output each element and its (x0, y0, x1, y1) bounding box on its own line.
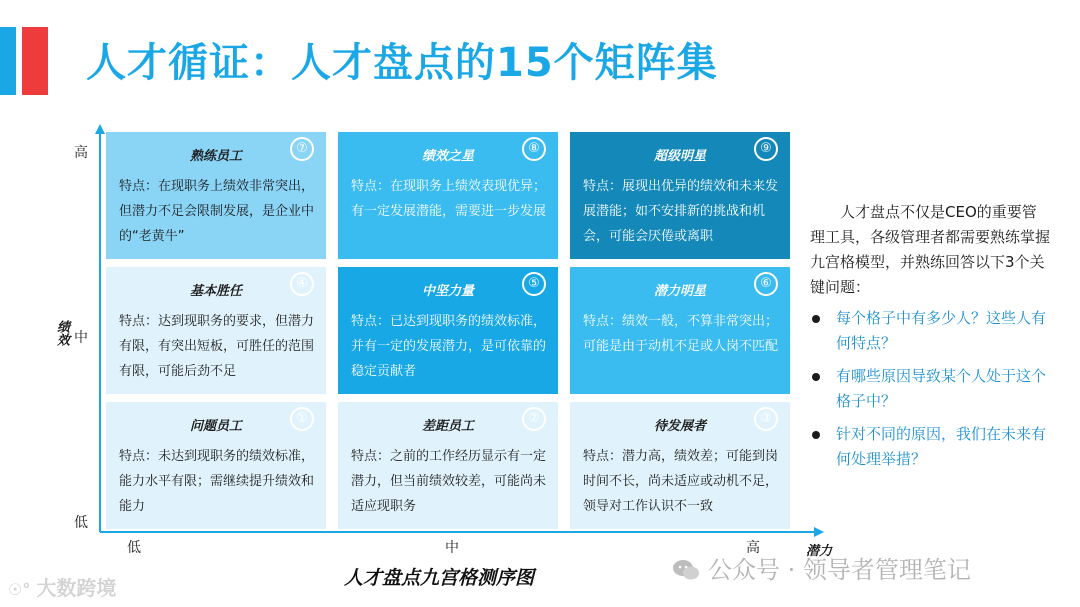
question-text: 每个格子中有多少人？这些人有何特点？ (836, 309, 1047, 352)
y-tick-high: 高 (74, 145, 88, 161)
grid-cell-3 (570, 402, 790, 529)
x-tick-high: 高 (746, 540, 760, 556)
y-axis-label: 绩效 (54, 320, 69, 346)
bullet-icon (812, 315, 820, 323)
question-item (810, 422, 1050, 472)
grid-cell-4 (106, 267, 326, 394)
cell-title: 超级明星 (653, 149, 706, 164)
question-item (810, 306, 1050, 356)
cell-number: ⑨ (754, 137, 778, 161)
cell-title: 问题员工 (189, 419, 242, 434)
y-tick-mid: 中 (74, 330, 88, 346)
cell-title: 绩效之星 (421, 149, 474, 164)
grid-cell-9 (570, 132, 790, 259)
cell-description: 特点：达到现职务的要求，但潜力有限，有突出短板，可胜任的范围有限，可能后劲不足 (119, 314, 315, 379)
cell-description: 特点：绩效一般，不算非常突出；可能是由于动机不足或人岗不匹配 (583, 314, 779, 354)
title-accent-bar-blue (0, 27, 16, 95)
cell-description: 特点：潜力高，绩效差；可能到岗时间不长，尚未适应或动机不足，领导对工作认识不一致 (583, 449, 779, 514)
wechat-icon (672, 559, 700, 581)
brand-logo-icon: ☉° (8, 580, 31, 599)
wechat-watermark-text: 公众号 · 领导者管理笔记 (708, 556, 971, 584)
cell-description: 特点：之前的工作经历显示有一定潜力，但当前绩效较差，可能尚未适应现职务 (351, 449, 547, 514)
cell-number: ⑧ (522, 137, 546, 161)
x-tick-low: 低 (127, 540, 141, 556)
cell-number: ⑥ (754, 272, 778, 296)
cell-number: ③ (754, 407, 778, 431)
question-item (810, 364, 1050, 414)
cell-number: ⑤ (522, 272, 546, 296)
cell-description: 特点：在现职务上绩效表现优异；有一定发展潜能，需要进一步发展 (351, 179, 547, 219)
cell-number: ④ (290, 272, 314, 296)
cell-description: 特点：展现出优异的绩效和未来发展潜能；如不安排新的挑战和机会，可能会厌倦或离职 (583, 179, 779, 244)
cell-number: ② (522, 407, 546, 431)
grid-cell-5 (338, 267, 558, 394)
cell-title: 差距员工 (421, 419, 474, 434)
y-tick-low: 低 (74, 515, 88, 531)
title-accent-bar-red (22, 27, 48, 95)
grid-cell-6 (570, 267, 790, 394)
question-list (810, 306, 1050, 472)
cell-description: 特点：在现职务上绩效非常突出，但潜力不足会限制发展，是企业中的“老黄牛” (119, 179, 315, 244)
bullet-icon (812, 431, 820, 439)
cell-title: 熟练员工 (189, 149, 242, 164)
cell-title: 待发展者 (653, 419, 706, 434)
brand-watermark-text: 大数跨境 (36, 576, 117, 600)
cell-number: ⑦ (290, 137, 314, 161)
brand-watermark (8, 572, 116, 601)
grid-cell-1 (106, 402, 326, 529)
cell-title: 基本胜任 (189, 284, 242, 299)
cell-number: ① (290, 407, 314, 431)
wechat-watermark (672, 550, 971, 585)
x-tick-mid: 中 (445, 540, 459, 556)
question-text: 有哪些原因导致某个人处于这个格子中？ (836, 367, 1047, 410)
side-panel (810, 200, 1050, 480)
grid-cell-2 (338, 402, 558, 529)
grid-cell-8 (338, 132, 558, 259)
grid-cell-7 (106, 132, 326, 259)
cell-description: 特点：已达到现职务的绩效标准，并有一定的发展潜力，是可依靠的稳定贡献者 (351, 314, 547, 379)
cell-title: 中坚力量 (421, 284, 474, 299)
side-intro: 人才盘点不仅是CEO的重要管理工具，各级管理者都需要熟练掌握九宫格模型，并熟练回答以下3个关键问题： (810, 203, 1051, 296)
diagram-caption: 人才盘点九宫格测序图 (344, 567, 535, 589)
x-axis-label: 潜力 (806, 544, 833, 559)
cell-description: 特点：未达到现职务的绩效标准，能力水平有限；需继续提升绩效和能力 (119, 449, 315, 514)
question-text: 针对不同的原因，我们在未来有何处理举措？ (836, 425, 1047, 468)
page-title: 人才循证：人才盘点的15个矩阵集 (86, 40, 718, 86)
cell-title: 潜力明星 (653, 284, 706, 299)
bullet-icon (812, 373, 820, 381)
